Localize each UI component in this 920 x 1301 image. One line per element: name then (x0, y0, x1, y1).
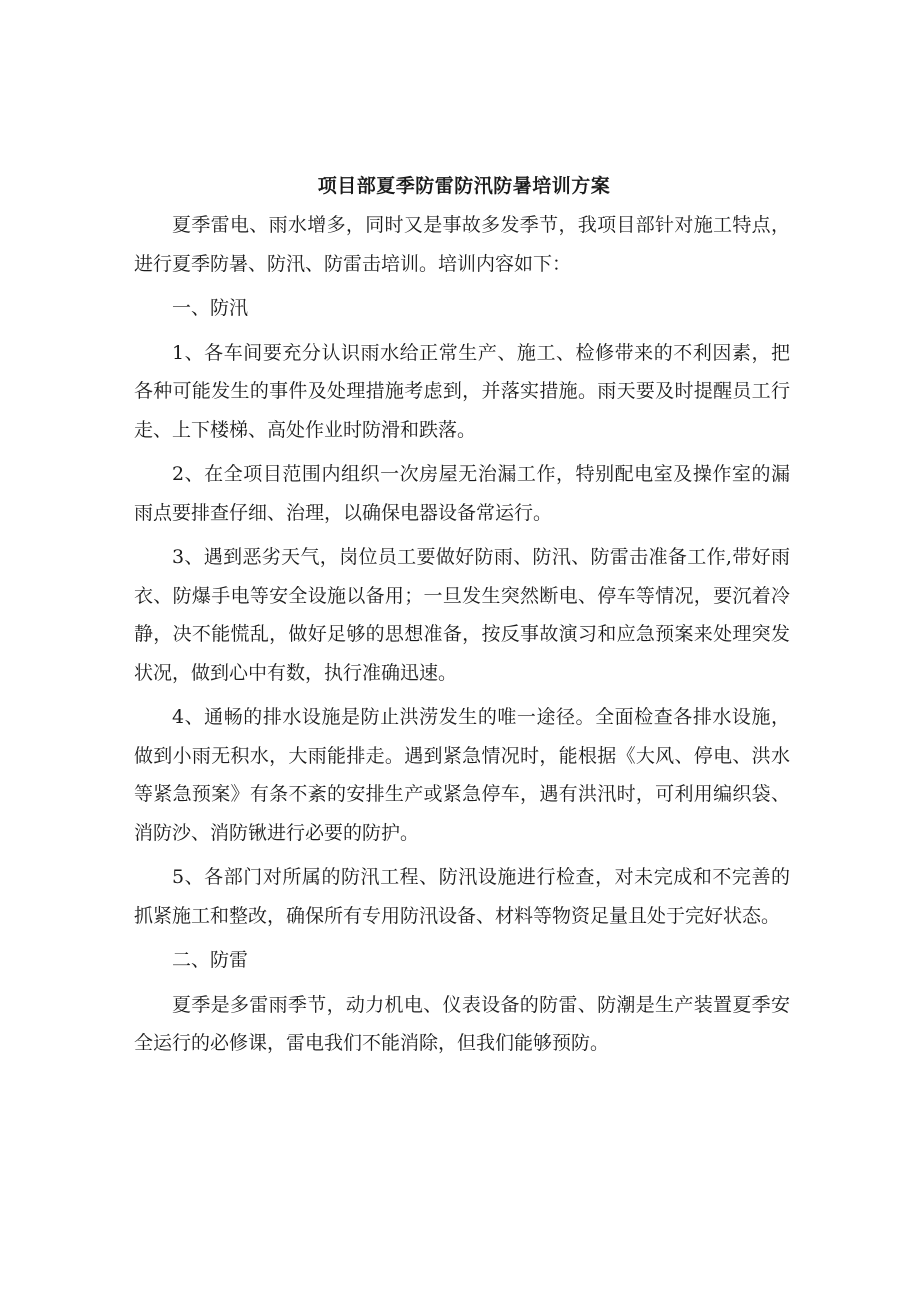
flood-item-2: 2、在全项目范围内组织一次房屋无治漏工作，特别配电室及操作室的漏雨点要排查仔细、治理，以确保电器设备常运行。 (134, 463, 790, 524)
intro-paragraph: 夏季雷电、雨水增多，同时又是事故多发季节，我项目部针对施工特点，进行夏季防暑、防汛、防雷击培训。培训内容如下： (134, 214, 790, 275)
flood-item-1: 1、各车间要充分认识雨水给正常生产、施工、检修带来的不利因素，把各种可能发生的事件及处理措施考虑到，并落实措施。雨天要及时提醒员工行走、上下楼梯、高处作业时防滑和跌落。 (134, 341, 790, 441)
section-heading-flood: 一、防汛 (172, 297, 249, 319)
document-title: 项目部夏季防雷防汛防暑培训方案 (317, 175, 611, 197)
section-heading-lightning: 二、防雷 (172, 949, 249, 971)
lightning-paragraph: 夏季是多雷雨季节，动力机电、仪表设备的防雷、防潮是生产装置夏季安全运行的必修课，雷电我们不能消除，但我们能够预防。 (134, 993, 790, 1054)
document-body (134, 172, 790, 1069)
flood-item-4: 4、通畅的排水设施是防止洪涝发生的唯一途径。全面检查各排水设施，做到小雨无积水，大雨能排走。遇到紧急情况时，能根据《大风、停电、洪水等紧急预案》有条不紊的安排生产或紧急停车，遇有洪汛时，可利用编织袋、消防沙、消防锹进行必要的防护。 (134, 706, 790, 844)
flood-item-5: 5、各部门对所属的防汛工程、防汛设施进行检查，对未完成和不完善的抓紧施工和整改，确保所有专用防汛设备、材料等物资足量且处于完好状态。 (134, 866, 790, 927)
flood-item-3: 3、遇到恶劣天气，岗位员工要做好防雨、防汛、防雷击准备工作,带好雨衣、防爆手电等安全设施以备用；一旦发生突然断电、停车等情况，要沉着冷静，决不能慌乱，做好足够的思想准备，按反事故演习和应急预案来处理突发状况，做到心中有数，执行准确迅速。 (134, 546, 790, 684)
